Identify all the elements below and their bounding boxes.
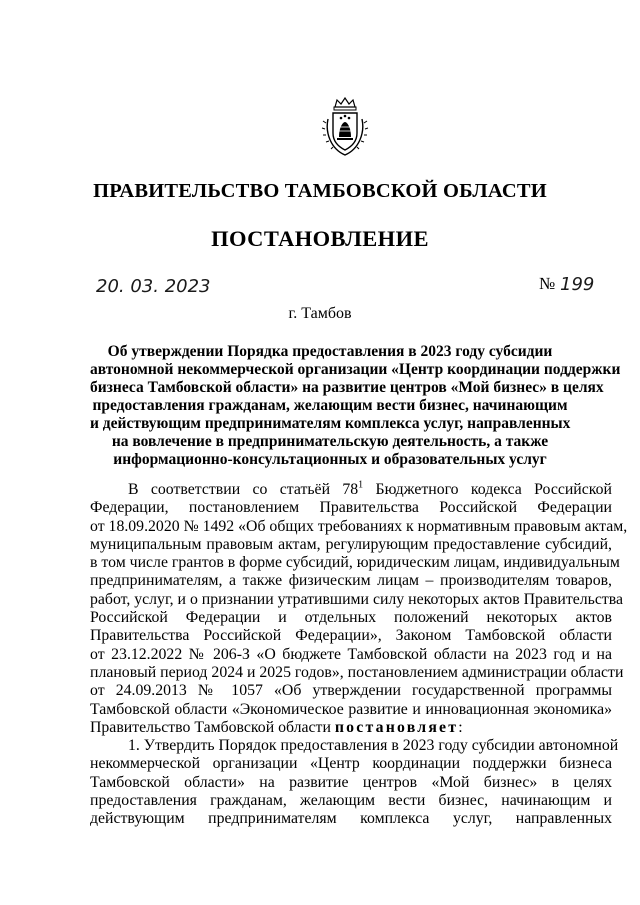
body-line: в том числе грантов в форме субсидий, юридическим лицам, индивидуальным (90, 554, 620, 572)
subject-line: Об утверждении Порядка предоставления в 2023 году субсидии (107, 343, 553, 360)
body-line: действующим предпринимателям комплекса услуг, направленных (90, 810, 612, 828)
body-line: от 24.09.2013 № 1057 «Об утверждении государственной программы (90, 682, 612, 700)
document-number: 199 (560, 274, 595, 295)
subject-line: бизнеса Тамбовской области» на развитие центров «Мой бизнес» в целях (90, 379, 604, 396)
subject-line: предоставления гражданам, желающим вести бизнес, начинающим (92, 397, 568, 414)
body-line: предпринимателям, а также физическим лицам – производителям товаров, (90, 572, 612, 590)
body-line (90, 719, 612, 737)
body-line: плановый период 2024 и 2025 годов», постановлением администрации области (90, 663, 624, 681)
body-line: некоммерческой организации «Центр координации поддержки бизнеса (90, 755, 612, 773)
document-type: ПОСТАНОВЛЕНИЕ (211, 226, 429, 251)
body-text: Бюджетного кодекса Российской (363, 481, 612, 498)
body-line: от 18.09.2020 № 1492 «Об общих требованиях к нормативным правовым актам, (90, 517, 628, 535)
government-title: ПРАВИТЕЛЬСТВО ТАМБОВСКОЙ ОБЛАСТИ (93, 180, 547, 202)
subject-line: автономной некоммерческой организации «Центр координации поддержки (90, 361, 621, 378)
body-text: : (458, 718, 463, 736)
body-text: В соответствии со статьёй 78 (128, 481, 359, 498)
body-text: Правительство Тамбовской области (90, 718, 335, 736)
article-superscript: 1 (358, 479, 364, 491)
body-line: предоставления гражданам, желающим вести бизнес, начинающим и (90, 792, 612, 810)
subject-line: на вовлечение в предпринимательскую деятельность, а также (111, 433, 549, 450)
body-line: Правительства Российской Федерации», Законом Тамбовской области (90, 627, 612, 645)
body-line: Тамбовской области «Экономическое развитие и инновационная экономика» (90, 700, 612, 718)
subject-line: информационно-консультационных и образовательных услуг (113, 451, 547, 468)
body-line: от 23.12.2022 № 206-З «О бюджете Тамбовской области на 2023 год и на (90, 645, 612, 663)
body-line: 1. Утвердить Порядок предоставления в 2023 году субсидии автономной (128, 737, 619, 755)
body-line: Федерации, постановлением Правительства Российской Федерации (90, 499, 612, 517)
tambov-coat-of-arms-icon (321, 97, 369, 157)
decree-word: постановляет (334, 718, 459, 736)
body-line (90, 481, 612, 499)
document-date: 20. 03. 2023 (96, 276, 211, 297)
body-line: Российской Федерации и отдельных положений некоторых актов (90, 609, 612, 627)
body-line: Тамбовской области» на развитие центров «Мой бизнес» в целях (90, 773, 612, 791)
document-body (90, 479, 628, 829)
document-subject (90, 343, 621, 469)
body-line: муниципальным правовым актам, регулирующим предоставление субсидий, (90, 535, 612, 553)
subject-line: и действующим предпринимателям комплекса услуг, направленных (90, 415, 571, 432)
number-label: № (539, 274, 556, 293)
body-line: работ, услуг, и о признании утратившими силу некоторых актов Правительства (90, 590, 624, 608)
city: г. Тамбов (288, 305, 352, 322)
